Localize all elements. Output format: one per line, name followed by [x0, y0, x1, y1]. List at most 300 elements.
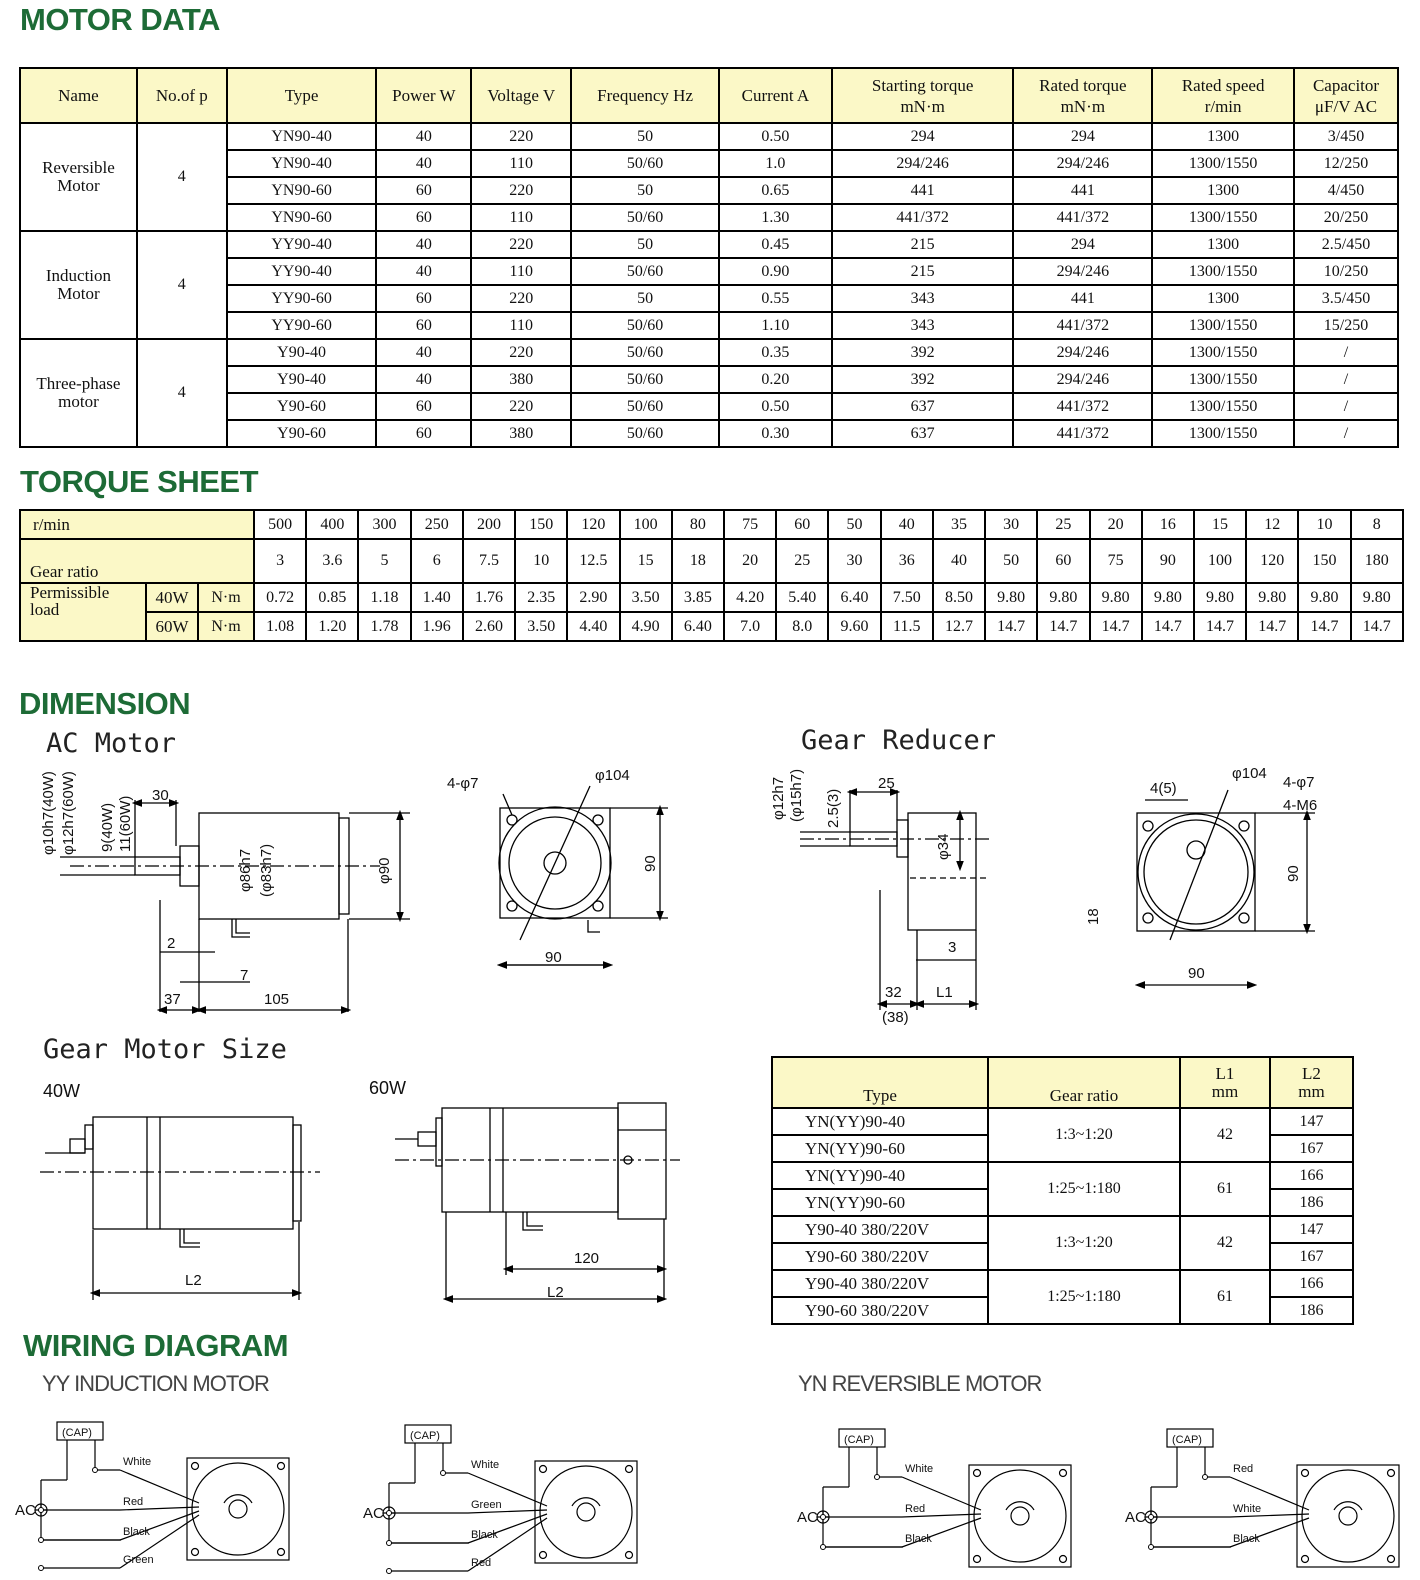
gr-front-m6: 4-M6 — [1283, 797, 1318, 814]
motor-cell: 0.50 — [719, 123, 832, 150]
motor-header-cell: No.of p — [137, 68, 227, 123]
motor-cell: YN90-40 — [227, 123, 377, 150]
motor-header-cell: Frequency Hz — [571, 68, 719, 123]
torque-load-cell: 9.80 — [985, 583, 1037, 612]
torque-load-cell: 9.80 — [1351, 583, 1403, 612]
motor-cell: 220 — [471, 177, 571, 204]
gear-table-ratio: 1:25~1:180 — [988, 1270, 1180, 1324]
torque-rpm-cell: 60 — [776, 510, 828, 539]
torque-power-cell: 60W — [146, 612, 198, 641]
motor-cell: 1300/1550 — [1152, 204, 1294, 231]
torque-rpm-label: r/min — [20, 510, 254, 539]
ac-label-phi10: φ10h7(40W) — [40, 771, 57, 855]
motor-cell: 0.90 — [719, 258, 832, 285]
gear-table-type: YN(YY)90-40 — [772, 1108, 988, 1135]
motor-cell: Y90-60 — [227, 393, 377, 420]
motor-cell: 110 — [471, 150, 571, 177]
motor-cell: 60 — [376, 204, 471, 231]
gear-table-header-cell: L2 mm — [1270, 1057, 1353, 1108]
torque-load-cell: 7.0 — [724, 612, 776, 641]
motor-cell: 215 — [832, 231, 1014, 258]
gr-front-90v: 90 — [1285, 865, 1302, 882]
dimension-heading: DIMENSION — [19, 686, 191, 721]
gear-table-l2: 186 — [1270, 1189, 1353, 1216]
torque-load-cell: 2.60 — [463, 612, 515, 641]
motor-cell: 1300 — [1152, 123, 1294, 150]
wire-color-label: White — [471, 1459, 500, 1471]
ac-label-37: 37 — [164, 991, 181, 1008]
ac-front-phi104: φ104 — [595, 767, 630, 784]
cap-label: (CAP) — [1172, 1434, 1202, 1446]
torque-gear-cell: 100 — [1194, 539, 1246, 583]
ac-label: AC — [797, 1509, 818, 1526]
motor-data-heading: MOTOR DATA — [20, 2, 220, 37]
wiring-diagram — [15, 1422, 289, 1571]
torque-load-cell: 6.40 — [672, 612, 724, 641]
motor-cell: YY90-40 — [227, 231, 377, 258]
motor-cell: 40 — [376, 366, 471, 393]
ac-label: AC — [363, 1505, 384, 1522]
gear-table-l2: 167 — [1270, 1135, 1353, 1162]
yn-reversible-title: YN REVERSIBLE MOTOR — [798, 1371, 1042, 1396]
gear-table-l2: 167 — [1270, 1243, 1353, 1270]
size-60w-label: 60W — [369, 1078, 407, 1098]
motor-cell: / — [1294, 366, 1398, 393]
gr-front-hole: 4-φ7 — [1283, 774, 1315, 791]
ac-label-11: 11(60W) — [117, 795, 134, 852]
torque-gear-cell: 3.6 — [306, 539, 358, 583]
gr-label-32: 32 — [885, 984, 902, 1001]
motor-cell: 294 — [1013, 231, 1152, 258]
motor-cell: 380 — [471, 366, 571, 393]
motor-cell: 4/450 — [1294, 177, 1398, 204]
torque-rpm-cell: 400 — [306, 510, 358, 539]
torque-load-cell: 14.7 — [1298, 612, 1350, 641]
motor-cell: 110 — [471, 258, 571, 285]
torque-load-cell: 4.90 — [620, 612, 672, 641]
torque-gear-cell: 6 — [411, 539, 463, 583]
gear-motor-size-title: Gear Motor Size — [43, 1034, 287, 1065]
ac-motor-front-drawing — [499, 786, 668, 965]
torque-load-cell: 14.7 — [1037, 612, 1089, 641]
motor-cell: YN90-60 — [227, 177, 377, 204]
motor-cell: 1300 — [1152, 285, 1294, 312]
gear-table-type: Y90-40 380/220V — [772, 1216, 988, 1243]
motor-front-icon — [187, 1458, 289, 1560]
motor-cell: 1300 — [1152, 231, 1294, 258]
wire-color-label: Red — [905, 1503, 926, 1515]
gear-table-type: YN(YY)90-60 — [772, 1189, 988, 1216]
motor-cell: 220 — [471, 123, 571, 150]
motor-cell: 441/372 — [1013, 312, 1152, 339]
gear-table-l2: 147 — [1270, 1108, 1353, 1135]
motor-front-icon — [1297, 1465, 1399, 1567]
torque-load-cell: 1.08 — [254, 612, 306, 641]
motor-cell: 392 — [832, 366, 1014, 393]
cap-label: (CAP) — [410, 1430, 440, 1442]
torque-load-cell: 11.5 — [881, 612, 933, 641]
ac-label: AC — [1125, 1509, 1146, 1526]
motor-cell: 2.5/450 — [1294, 231, 1398, 258]
motor-header-cell: Current A — [719, 68, 832, 123]
ac-motor-title: AC Motor — [46, 728, 177, 759]
wire-color-label: Green — [471, 1499, 502, 1511]
motor-cell: 50/60 — [571, 366, 719, 393]
gear-table-type: YN(YY)90-40 — [772, 1162, 988, 1189]
torque-gear-cell: 25 — [776, 539, 828, 583]
motor-cell: 294/246 — [1013, 150, 1152, 177]
motor-group-poles: 4 — [137, 231, 227, 339]
torque-load-cell: 7.50 — [881, 583, 933, 612]
motor-cell: 40 — [376, 231, 471, 258]
gr-front-4-5: 4(5) — [1150, 780, 1177, 797]
rotation-arrow-icon — [572, 1498, 600, 1506]
motor-cell: 50/60 — [571, 420, 719, 447]
torque-rpm-cell: 35 — [933, 510, 985, 539]
torque-gear-cell: 30 — [828, 539, 880, 583]
motor-cell: / — [1294, 420, 1398, 447]
torque-gear-cell: 7.5 — [463, 539, 515, 583]
torque-rpm-cell: 8 — [1351, 510, 1403, 539]
wire-color-label: Black — [1233, 1533, 1260, 1545]
gear-table-l1: 42 — [1180, 1216, 1270, 1270]
torque-load-cell: 2.35 — [515, 583, 567, 612]
torque-load-cell: 8.50 — [933, 583, 985, 612]
torque-gear-cell: 3 — [254, 539, 306, 583]
motor-cell: 50 — [571, 231, 719, 258]
motor-cell: 294/246 — [832, 150, 1014, 177]
torque-load-cell: 9.80 — [1090, 583, 1142, 612]
torque-gear-cell: 90 — [1142, 539, 1194, 583]
motor-cell: 1300/1550 — [1152, 258, 1294, 285]
torque-load-cell: 1.40 — [411, 583, 463, 612]
torque-rpm-cell: 500 — [254, 510, 306, 539]
torque-load-cell: 1.78 — [358, 612, 410, 641]
torque-load-cell: 1.96 — [411, 612, 463, 641]
motor-cell: 637 — [832, 420, 1014, 447]
motor-cell: 110 — [471, 312, 571, 339]
gr-label-phi34: φ34 — [935, 833, 952, 860]
wire-color-label: Black — [123, 1526, 150, 1538]
wire-color-label: Red — [1233, 1463, 1254, 1475]
motor-group-poles: 4 — [137, 123, 227, 231]
motor-header-cell: Capacitor μF/V AC — [1294, 68, 1398, 123]
motor-cell: 1.10 — [719, 312, 832, 339]
motor-cell: 3/450 — [1294, 123, 1398, 150]
motor-cell: 441/372 — [1013, 393, 1152, 420]
gear-table-ratio: 1:3~1:20 — [988, 1216, 1180, 1270]
motor-cell: 20/250 — [1294, 204, 1398, 231]
torque-load-cell: 1.20 — [306, 612, 358, 641]
gear-table-l1: 61 — [1180, 1270, 1270, 1324]
gr-label-phi12: φ12h7 — [770, 776, 787, 820]
gr-label-25: 25 — [878, 775, 895, 792]
ac-label-7: 7 — [240, 967, 249, 984]
torque-gear-cell: 18 — [672, 539, 724, 583]
motor-cell: 60 — [376, 285, 471, 312]
motor-cell: 343 — [832, 312, 1014, 339]
gear-table-l2: 147 — [1270, 1216, 1353, 1243]
torque-load-cell: 8.0 — [776, 612, 828, 641]
motor-cell: 637 — [832, 393, 1014, 420]
motor-cell: 10/250 — [1294, 258, 1398, 285]
motor-cell: Y90-40 — [227, 366, 377, 393]
ac-front-90v: 90 — [642, 855, 659, 872]
motor-cell: 50/60 — [571, 339, 719, 366]
torque-load-cell: 9.80 — [1246, 583, 1298, 612]
gr-label-3: 3 — [948, 939, 957, 956]
motor-cell: 441/372 — [1013, 204, 1152, 231]
torque-rpm-cell: 25 — [1037, 510, 1089, 539]
torque-load-cell: 3.50 — [515, 612, 567, 641]
wiring-diagram — [363, 1425, 637, 1574]
motor-group-name: Reversible Motor — [20, 123, 137, 231]
motor-cell: 441 — [1013, 177, 1152, 204]
ac-label-phi83: (φ83h7) — [258, 843, 275, 897]
motor-cell: 220 — [471, 339, 571, 366]
gear-table-type: Y90-60 380/220V — [772, 1297, 988, 1324]
torque-load-cell: 1.76 — [463, 583, 515, 612]
motor-cell: 50/60 — [571, 258, 719, 285]
motor-cell: 0.20 — [719, 366, 832, 393]
rotation-arrow-icon — [224, 1495, 252, 1503]
motor-cell: 294 — [1013, 123, 1152, 150]
motor-cell: 220 — [471, 285, 571, 312]
torque-load-cell: 5.40 — [776, 583, 828, 612]
motor-cell: 60 — [376, 393, 471, 420]
torque-load-cell: 9.80 — [1298, 583, 1350, 612]
size-40w-label: 40W — [43, 1081, 81, 1101]
motor-cell: 1300 — [1152, 177, 1294, 204]
torque-gear-cell: 40 — [933, 539, 985, 583]
gr-label-2-5: 2.5(3) — [825, 788, 842, 828]
motor-cell: Y90-60 — [227, 420, 377, 447]
motor-cell: 294/246 — [1013, 366, 1152, 393]
gear-table-type: Y90-60 380/220V — [772, 1243, 988, 1270]
gr-front-18: 18 — [1085, 908, 1102, 925]
gear-table-ratio: 1:25~1:180 — [988, 1162, 1180, 1216]
ac-label: AC — [15, 1502, 36, 1519]
motor-group-name: Three-phase motor — [20, 339, 137, 447]
motor-cell: 1300/1550 — [1152, 339, 1294, 366]
motor-cell: YN90-40 — [227, 150, 377, 177]
torque-rpm-cell: 100 — [620, 510, 672, 539]
ac-label-105: 105 — [264, 991, 290, 1008]
torque-gear-cell: 5 — [358, 539, 410, 583]
torque-load-cell: 3.50 — [620, 583, 672, 612]
torque-load-cell: 9.80 — [1194, 583, 1246, 612]
torque-load-cell: 14.7 — [1351, 612, 1403, 641]
torque-unit-cell: N·m — [198, 612, 254, 641]
torque-gear-cell: 75 — [1090, 539, 1142, 583]
rotation-arrow-icon — [1334, 1502, 1362, 1510]
gear-table-type: Y90-40 380/220V — [772, 1270, 988, 1297]
gear-reducer-front-drawing — [1137, 790, 1318, 985]
motor-cell: 220 — [471, 393, 571, 420]
torque-load-cell: 9.80 — [1142, 583, 1194, 612]
wire-color-label: Red — [471, 1557, 492, 1569]
ac-label-2: 2 — [167, 935, 176, 952]
cap-label: (CAP) — [62, 1427, 92, 1439]
motor-group-poles: 4 — [137, 339, 227, 447]
gear-table-l2: 166 — [1270, 1162, 1353, 1189]
torque-rpm-cell: 300 — [358, 510, 410, 539]
motor-cell: 215 — [832, 258, 1014, 285]
motor-cell: / — [1294, 393, 1398, 420]
motor-cell: 3.5/450 — [1294, 285, 1398, 312]
motor-cell: 50/60 — [571, 204, 719, 231]
torque-load-cell: 2.90 — [567, 583, 619, 612]
motor-cell: Y90-40 — [227, 339, 377, 366]
torque-rpm-cell: 20 — [1090, 510, 1142, 539]
motor-cell: 220 — [471, 231, 571, 258]
motor-cell: 50 — [571, 123, 719, 150]
motor-cell: 392 — [832, 339, 1014, 366]
motor-cell: 0.30 — [719, 420, 832, 447]
motor-header-cell: Rated speed r/min — [1152, 68, 1294, 123]
size-60w-120: 120 — [574, 1250, 600, 1267]
gear-motor-60w-drawing — [395, 1103, 680, 1300]
motor-header-cell: Type — [227, 68, 377, 123]
torque-gear-cell: 60 — [1037, 539, 1089, 583]
motor-cell: 1300/1550 — [1152, 393, 1294, 420]
torque-unit-cell: N·m — [198, 583, 254, 612]
wire-color-label: Red — [123, 1496, 144, 1508]
motor-cell: 50/60 — [571, 312, 719, 339]
wire-color-label: White — [905, 1463, 934, 1475]
motor-cell: 50/60 — [571, 150, 719, 177]
motor-cell: 294/246 — [1013, 339, 1152, 366]
wire-color-label: Green — [123, 1554, 154, 1566]
wire-color-label: White — [1233, 1503, 1262, 1515]
size-40w-l2: L2 — [185, 1272, 202, 1289]
torque-power-cell: 40W — [146, 583, 198, 612]
gear-table-header-cell: L1 mm — [1180, 1057, 1270, 1108]
torque-rpm-cell: 15 — [1194, 510, 1246, 539]
motor-cell: 50 — [571, 285, 719, 312]
wiring-diagrams — [15, 1422, 1399, 1574]
motor-cell: 12/250 — [1294, 150, 1398, 177]
torque-gear-cell: 10 — [515, 539, 567, 583]
torque-sheet-heading: TORQUE SHEET — [20, 464, 259, 499]
motor-cell: 0.65 — [719, 177, 832, 204]
motor-cell: 60 — [376, 420, 471, 447]
torque-load-cell: 9.80 — [1037, 583, 1089, 612]
torque-rpm-cell: 12 — [1246, 510, 1298, 539]
motor-cell: 110 — [471, 204, 571, 231]
motor-cell: 60 — [376, 177, 471, 204]
wiring-diagram — [797, 1429, 1071, 1567]
gear-table-header-cell: Type — [772, 1057, 988, 1108]
motor-cell: YY90-40 — [227, 258, 377, 285]
wire-color-label: White — [123, 1456, 152, 1468]
motor-cell: 15/250 — [1294, 312, 1398, 339]
gear-table-l1: 61 — [1180, 1162, 1270, 1216]
motor-header-cell: Power W — [376, 68, 471, 123]
motor-cell: 1300/1550 — [1152, 366, 1294, 393]
motor-cell: 50/60 — [571, 393, 719, 420]
torque-gear-cell: 180 — [1351, 539, 1403, 583]
torque-rpm-cell: 10 — [1298, 510, 1350, 539]
gear-motor-40w-drawing — [40, 1117, 320, 1300]
torque-rpm-cell: 16 — [1142, 510, 1194, 539]
torque-load-cell: 3.85 — [672, 583, 724, 612]
torque-rpm-cell: 50 — [828, 510, 880, 539]
motor-cell: 50 — [571, 177, 719, 204]
size-60w-l2: L2 — [547, 1284, 564, 1301]
motor-cell: 1300/1550 — [1152, 420, 1294, 447]
gear-table-type: YN(YY)90-60 — [772, 1135, 988, 1162]
torque-load-cell: 14.7 — [1194, 612, 1246, 641]
motor-cell: YY90-60 — [227, 285, 377, 312]
torque-load-cell: 9.60 — [828, 612, 880, 641]
torque-gear-cell: 12.5 — [567, 539, 619, 583]
torque-load-cell: 14.7 — [985, 612, 1037, 641]
motor-cell: 1.30 — [719, 204, 832, 231]
motor-group-name: Induction Motor — [20, 231, 137, 339]
motor-cell: 441 — [1013, 285, 1152, 312]
motor-cell: 294 — [832, 123, 1014, 150]
motor-cell: 60 — [376, 312, 471, 339]
torque-rpm-cell: 120 — [567, 510, 619, 539]
torque-rpm-cell: 200 — [463, 510, 515, 539]
ac-front-90h: 90 — [545, 949, 562, 966]
ac-front-hole: 4-φ7 — [447, 775, 479, 792]
motor-cell: / — [1294, 339, 1398, 366]
torque-load-label: Permissible load — [20, 583, 146, 641]
motor-cell: 1.0 — [719, 150, 832, 177]
torque-load-cell: 14.7 — [1246, 612, 1298, 641]
gear-table-ratio: 1:3~1:20 — [988, 1108, 1180, 1162]
gear-table-l1: 42 — [1180, 1108, 1270, 1162]
torque-rpm-cell: 75 — [724, 510, 776, 539]
torque-load-cell: 4.20 — [724, 583, 776, 612]
motor-cell: 343 — [832, 285, 1014, 312]
torque-rpm-cell: 80 — [672, 510, 724, 539]
wiring-diagram — [1125, 1429, 1399, 1567]
motor-cell: 294/246 — [1013, 258, 1152, 285]
cap-label: (CAP) — [844, 1434, 874, 1446]
ac-label-9: 9(40W) — [99, 802, 116, 852]
gear-table-l2: 186 — [1270, 1297, 1353, 1324]
gr-front-90h: 90 — [1188, 965, 1205, 982]
motor-cell: 380 — [471, 420, 571, 447]
motor-header-cell: Name — [20, 68, 137, 123]
torque-gear-cell: 20 — [724, 539, 776, 583]
gr-label-phi15: (φ15h7) — [788, 768, 805, 822]
torque-load-cell: 6.40 — [828, 583, 880, 612]
torque-load-cell: 0.85 — [306, 583, 358, 612]
gr-front-phi104: φ104 — [1232, 765, 1267, 782]
motor-cell: 40 — [376, 258, 471, 285]
ac-label-phi90: φ90 — [376, 857, 393, 884]
torque-gear-cell: 50 — [985, 539, 1037, 583]
rotation-arrow-icon — [1006, 1502, 1034, 1510]
torque-rpm-cell: 150 — [515, 510, 567, 539]
torque-rpm-cell: 250 — [411, 510, 463, 539]
motor-cell: YN90-60 — [227, 204, 377, 231]
torque-load-cell: 0.72 — [254, 583, 306, 612]
gear-table-l2: 166 — [1270, 1270, 1353, 1297]
torque-gear-cell: 150 — [1298, 539, 1350, 583]
ac-label-phi12: φ12h7(60W) — [60, 771, 77, 855]
gear-reducer-title: Gear Reducer — [801, 725, 997, 756]
wiring-diagram-heading: WIRING DIAGRAM — [23, 1328, 289, 1363]
motor-cell: 0.50 — [719, 393, 832, 420]
ac-label-phi86: φ86h7 — [237, 848, 254, 892]
torque-load-cell: 4.40 — [567, 612, 619, 641]
motor-front-icon — [535, 1461, 637, 1563]
